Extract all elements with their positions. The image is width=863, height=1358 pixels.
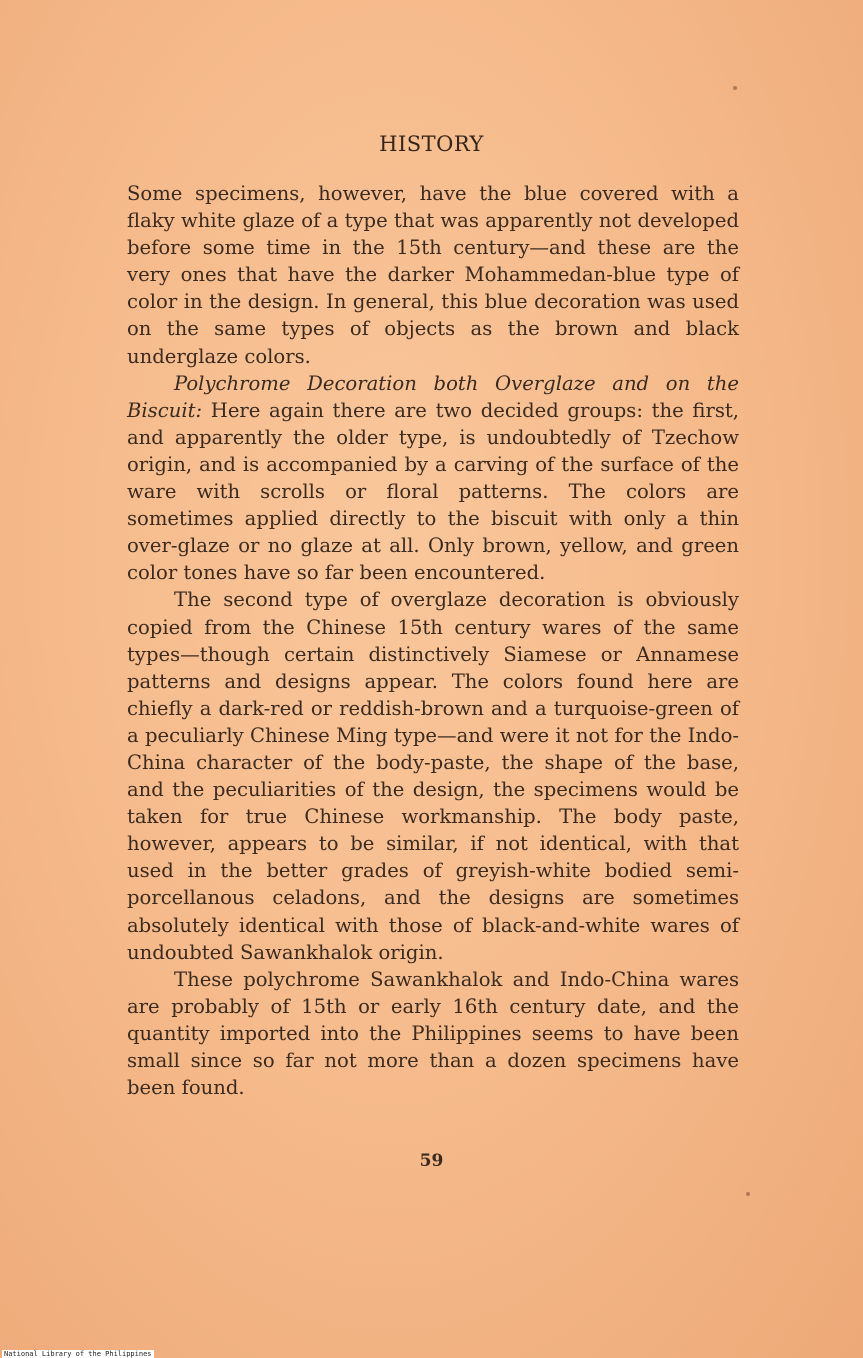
paragraph-3: The second type of overglaze decoration is obviously copied from the Chinese 15th century wares of the same types—though certain distinctively Siamese or Annamese patterns and designs appear. The colors found here are chiefly a dark-red or reddish-brown and a turquoise-green of a peculiarly Chinese Ming type—and were it not for the Indo-China character of the body-paste, the shape of the base, and the peculiarities of the design, the specimens would be taken for true Chinese workmanship. The body paste, however, appears to be similar, if not identical, with that used in the better grades of greyish-white bodied semi-porcellanous celadons, and the designs are sometimes absolutely identical with those of black-and-white wares of undoubted Sawankhalok origin.	[127, 588, 739, 964]
paragraph-2	[127, 370, 739, 587]
paragraph-2-text: Here again there are two decided groups: the first, and apparently the older type, is undoubtedly of Tzechow origin, and is accompanied by a carving of the surface of the ware with scrolls or floral patterns. The colors are sometimes applied directly to the biscuit with only a thin over-glaze or no glaze at all. Only brown, yellow, and green color tones have so far been encountered.	[127, 398, 739, 585]
paper-speck	[733, 86, 737, 90]
paragraph-2-heading: Polychrome Decoration both Overglaze and on the Biscuit:	[127, 371, 739, 422]
running-head: HISTORY	[379, 132, 484, 156]
paragraph-4: These polychrome Sawankhalok and Indo-China wares are probably of 15th or early 16th century date, and the quantity imported into the Philippines seems to have been small since so far not more than a dozen specimens have been found.	[127, 967, 739, 1100]
page-number: 59	[419, 1151, 444, 1171]
body-text	[127, 180, 739, 1101]
paper-speck	[746, 1192, 750, 1196]
paragraph-1: Some specimens, however, have the blue covered with a flaky white glaze of a type that was apparently not developed before some time in the 15th century—and these are the very ones that have the darker Mohammedan-blue type of color in the design. In general, this blue decoration was used on the same types of objects as the brown and black underglaze colors.	[127, 182, 739, 368]
library-credit: National Library of the Philippines	[4, 1350, 152, 1358]
